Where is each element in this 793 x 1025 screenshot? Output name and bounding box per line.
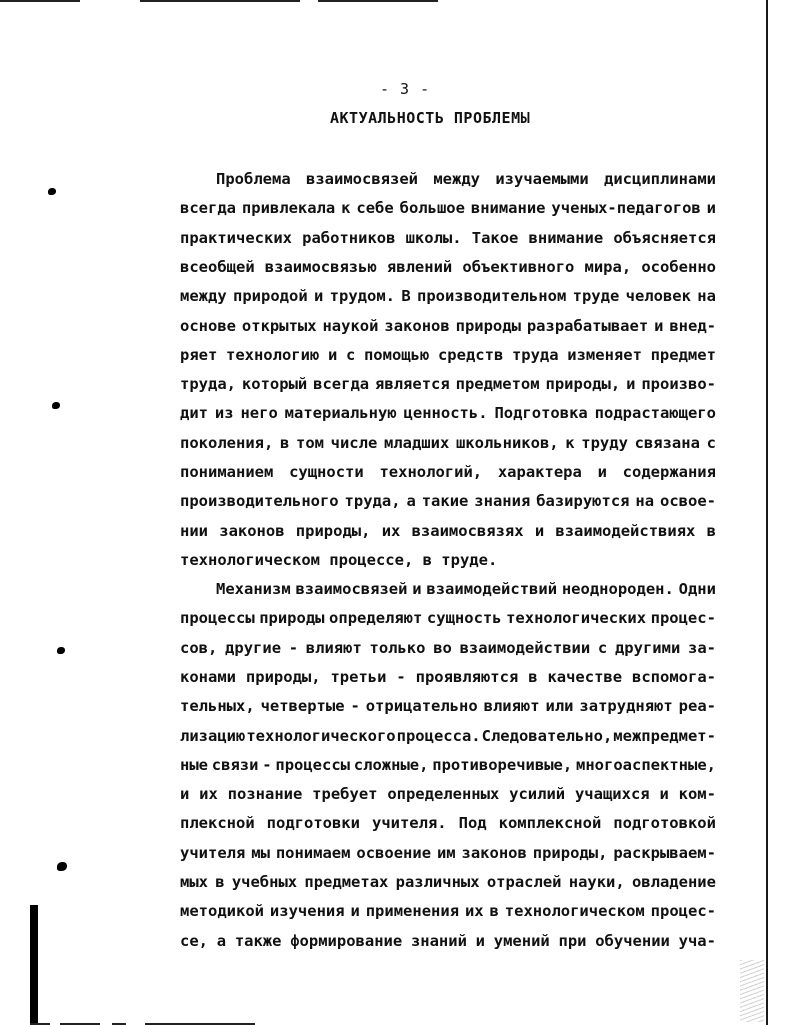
word: технологию [225, 345, 320, 364]
word: учащихся [574, 785, 650, 804]
text-line [180, 404, 716, 422]
word: определенных [387, 785, 500, 804]
word: ком- [678, 785, 716, 804]
word: влияют [483, 697, 540, 716]
left-scan-bar [30, 905, 38, 1023]
word: применения [365, 902, 460, 921]
text-line [180, 522, 716, 540]
word: методикой [180, 902, 264, 921]
word: изучаемыми [495, 170, 589, 188]
word: другие [225, 638, 282, 657]
word: сложные, [353, 755, 429, 774]
word: се, [180, 931, 208, 950]
word: школы. [405, 228, 462, 247]
word: в [279, 433, 290, 452]
text-line [180, 492, 716, 510]
word: комплексной [498, 814, 602, 833]
word: к [565, 433, 575, 452]
word: труда, [344, 492, 401, 511]
word: определяют [329, 609, 423, 628]
word: также [234, 931, 282, 950]
word: внимание [528, 228, 604, 247]
word: всегда [180, 199, 236, 218]
word: труда [511, 345, 559, 364]
text-line [180, 434, 716, 452]
word: поколения, [180, 433, 274, 452]
word: многоаспектные, [576, 755, 716, 774]
word: является [375, 375, 450, 394]
word: всегда [313, 375, 370, 394]
word: процессы [275, 755, 351, 774]
word: взаимодействиях [555, 521, 696, 540]
word: практических [180, 228, 292, 247]
word: взаимосвязей [295, 580, 408, 598]
text-line [180, 873, 716, 891]
word: природой [233, 287, 308, 306]
word: тельных, [180, 697, 255, 716]
word: отрицательно [365, 697, 478, 716]
word: и [350, 902, 360, 921]
word: Такое [471, 228, 519, 247]
word: формирование [290, 931, 403, 950]
word: и [534, 521, 545, 540]
word: четвертые [260, 697, 345, 716]
word: основе [180, 316, 236, 335]
text-line [216, 580, 716, 598]
word: ценность. [403, 404, 488, 423]
word: природы [259, 609, 325, 628]
word: и [626, 375, 636, 394]
word: конами [180, 667, 236, 686]
word: работников [302, 228, 396, 247]
word: различных [395, 873, 480, 891]
word: учителя. [371, 814, 447, 833]
word: умений [493, 931, 550, 950]
word: только [369, 638, 426, 657]
text-line [180, 375, 716, 393]
word: такие [421, 492, 469, 511]
text-line [180, 346, 716, 364]
word: освоение [356, 843, 432, 862]
word: взаимосвязей [306, 170, 418, 188]
word: и [180, 785, 190, 804]
right-scan-rule [766, 0, 768, 1025]
text-line [180, 844, 716, 862]
word: средств [437, 345, 504, 364]
word: и [327, 345, 338, 364]
word: а [406, 492, 416, 511]
word: природы, [545, 375, 621, 394]
word: изменяет [567, 345, 642, 364]
text-line [180, 785, 716, 803]
word: дит [180, 404, 208, 423]
word: технологических [506, 609, 647, 628]
word: и [313, 287, 324, 306]
word: дисциплинами [604, 170, 716, 188]
binding-hole-mark [57, 647, 65, 654]
word: технологий, [379, 463, 483, 481]
word: подготовкой [613, 814, 716, 833]
word: и [475, 931, 486, 950]
word: понимаем [275, 843, 351, 862]
word: и [654, 316, 664, 335]
word: или [545, 697, 574, 716]
word: лизацию [180, 726, 246, 745]
word: труда, [180, 375, 236, 394]
word: познание [227, 785, 303, 804]
text-line [216, 170, 716, 188]
word: из [214, 404, 234, 423]
word: произво- [641, 375, 716, 394]
word: внед- [669, 316, 716, 335]
word: числе [330, 433, 378, 452]
top-scan-edge [0, 0, 793, 3]
word: сущность [426, 609, 502, 628]
word: с [345, 345, 356, 364]
text-line [180, 199, 716, 217]
word: учебных [231, 873, 298, 891]
corner-scan-noise [740, 960, 764, 1022]
page-number: - 3 - [380, 80, 431, 98]
word: изучения [269, 902, 345, 921]
word: им [436, 843, 456, 862]
word: требует [312, 785, 378, 804]
word: него [240, 404, 278, 423]
word: обучении [595, 931, 670, 950]
word: предмет [650, 345, 716, 364]
word: в [528, 667, 538, 686]
word: базируются [536, 492, 630, 511]
word: взаимосвязях [411, 521, 524, 540]
word: разрабатывает [526, 316, 649, 335]
word: технологическом [504, 902, 645, 921]
word: себе [356, 199, 394, 218]
text-line: технологическом процессе, в труде. [180, 550, 498, 569]
word: труде [572, 287, 620, 306]
word: на [697, 287, 716, 306]
word: с [706, 433, 716, 452]
binding-hole-mark [57, 862, 67, 871]
word: природы [455, 316, 521, 335]
word: нии [180, 521, 208, 540]
word: Следовательно, [481, 726, 613, 745]
word: характера [497, 463, 582, 481]
word: при [558, 931, 587, 950]
word: знания [474, 492, 531, 511]
word: освое- [660, 492, 716, 511]
word: на [635, 492, 655, 511]
word: межпредмет- [613, 726, 716, 745]
word: сущности [289, 463, 364, 481]
word: раскрываем- [613, 843, 716, 862]
word: младших [383, 433, 450, 452]
word: наукой [322, 316, 379, 335]
word: мых [180, 873, 208, 891]
word: - [350, 697, 360, 716]
word: явлений [386, 257, 453, 276]
word: отраслей [486, 873, 562, 891]
word: В [401, 287, 411, 306]
word: том [295, 433, 324, 452]
word: предметах [304, 873, 389, 891]
word: особенно [641, 257, 716, 276]
word: производительном [416, 287, 567, 306]
word: объективного [462, 257, 575, 276]
word: подрастающего [594, 404, 716, 423]
word: Проблема [216, 170, 291, 188]
word: Под [458, 814, 487, 833]
word: объясняется [613, 228, 716, 247]
word: Механизм [216, 580, 291, 598]
word: ные [180, 755, 208, 774]
word: мы [251, 843, 270, 862]
word: помощью [363, 345, 430, 364]
word: ряет [180, 345, 218, 364]
word: связи [211, 755, 259, 774]
word: овладение [631, 873, 716, 891]
word: сов, [180, 638, 218, 657]
text-line [180, 609, 716, 627]
word: мира, [584, 257, 632, 276]
word: связана [634, 433, 700, 452]
word: содержания [622, 463, 716, 481]
word: реа- [678, 697, 716, 716]
word: взаимосвязью [264, 257, 377, 276]
word: и [706, 199, 716, 218]
word: и [659, 785, 669, 804]
word: - [288, 638, 299, 657]
text-line [180, 317, 716, 335]
word: производительного [180, 492, 339, 511]
word: с [597, 638, 608, 657]
word: их [464, 902, 484, 921]
word: проявляются [415, 667, 519, 686]
word: труду [581, 433, 628, 452]
word: предметом [455, 375, 540, 394]
word: законов [219, 521, 285, 540]
page-heading: АКТУАЛЬНОСТЬ ПРОБЛЕМЫ [330, 109, 531, 127]
word: материальную [284, 404, 397, 423]
word: и [412, 580, 422, 598]
word: неоднороден. [561, 580, 674, 598]
text-line [180, 902, 716, 920]
word: трудом. [329, 287, 395, 306]
text-line [180, 697, 716, 715]
word: привлекала [241, 199, 336, 218]
word: процессы [180, 609, 255, 628]
word: вспомога- [632, 667, 716, 686]
text-line [180, 668, 716, 686]
word: природы, [532, 843, 608, 862]
word: взаимодействии [459, 638, 591, 657]
word: взаимодействий [426, 580, 558, 598]
word: к [341, 199, 351, 218]
word: третьи [330, 667, 387, 686]
word: открытых [241, 316, 317, 335]
word: влияют [305, 638, 362, 657]
word: затрудняют [579, 697, 673, 716]
text-line [180, 639, 716, 657]
word: в [489, 902, 499, 921]
word: в [706, 521, 716, 540]
word: который [241, 375, 308, 394]
text-line [180, 258, 716, 276]
text-line [180, 463, 716, 481]
word: технологического [246, 726, 396, 745]
word: за- [688, 638, 716, 657]
text-line [180, 932, 716, 950]
word: плексной [180, 814, 255, 833]
text-line [180, 814, 716, 832]
word: пониманием [180, 463, 274, 481]
word: а [216, 931, 227, 950]
word: школьников, [455, 433, 559, 452]
word: во [433, 638, 452, 657]
word: процесса. [396, 726, 481, 745]
word: ученых-педагогов [551, 199, 701, 218]
word: между [433, 170, 480, 188]
word: законов [461, 843, 527, 862]
word: другими [614, 638, 681, 657]
word: науки, [568, 873, 625, 891]
word: Одни [678, 580, 716, 598]
text-line [180, 727, 716, 745]
text-line [180, 756, 716, 774]
word: знаний [410, 931, 467, 950]
binding-hole-mark [48, 188, 56, 195]
word: природы, [245, 667, 321, 686]
word: их [199, 785, 218, 804]
word: процес- [650, 902, 716, 921]
word: природы, [295, 521, 371, 540]
word: в [215, 873, 225, 891]
word: их [381, 521, 401, 540]
word: между [180, 287, 227, 306]
word: подготовки [266, 814, 360, 833]
word: учителя [180, 843, 246, 862]
word: и [597, 463, 607, 481]
word: качестве [547, 667, 623, 686]
word: процес- [650, 609, 716, 628]
word: законов [384, 316, 450, 335]
word: всеобщей [180, 257, 255, 276]
word: - [396, 667, 406, 686]
word: усилий [509, 785, 566, 804]
word: внимание [470, 199, 546, 218]
word: человек [625, 287, 691, 306]
word: уча- [678, 931, 716, 950]
binding-hole-mark [52, 402, 60, 409]
text-line [180, 229, 716, 247]
word: большое [399, 199, 465, 218]
text-line [180, 287, 716, 305]
word: противоречивые, [432, 755, 573, 774]
word: - [262, 755, 272, 774]
word: Подготовка [494, 404, 588, 423]
